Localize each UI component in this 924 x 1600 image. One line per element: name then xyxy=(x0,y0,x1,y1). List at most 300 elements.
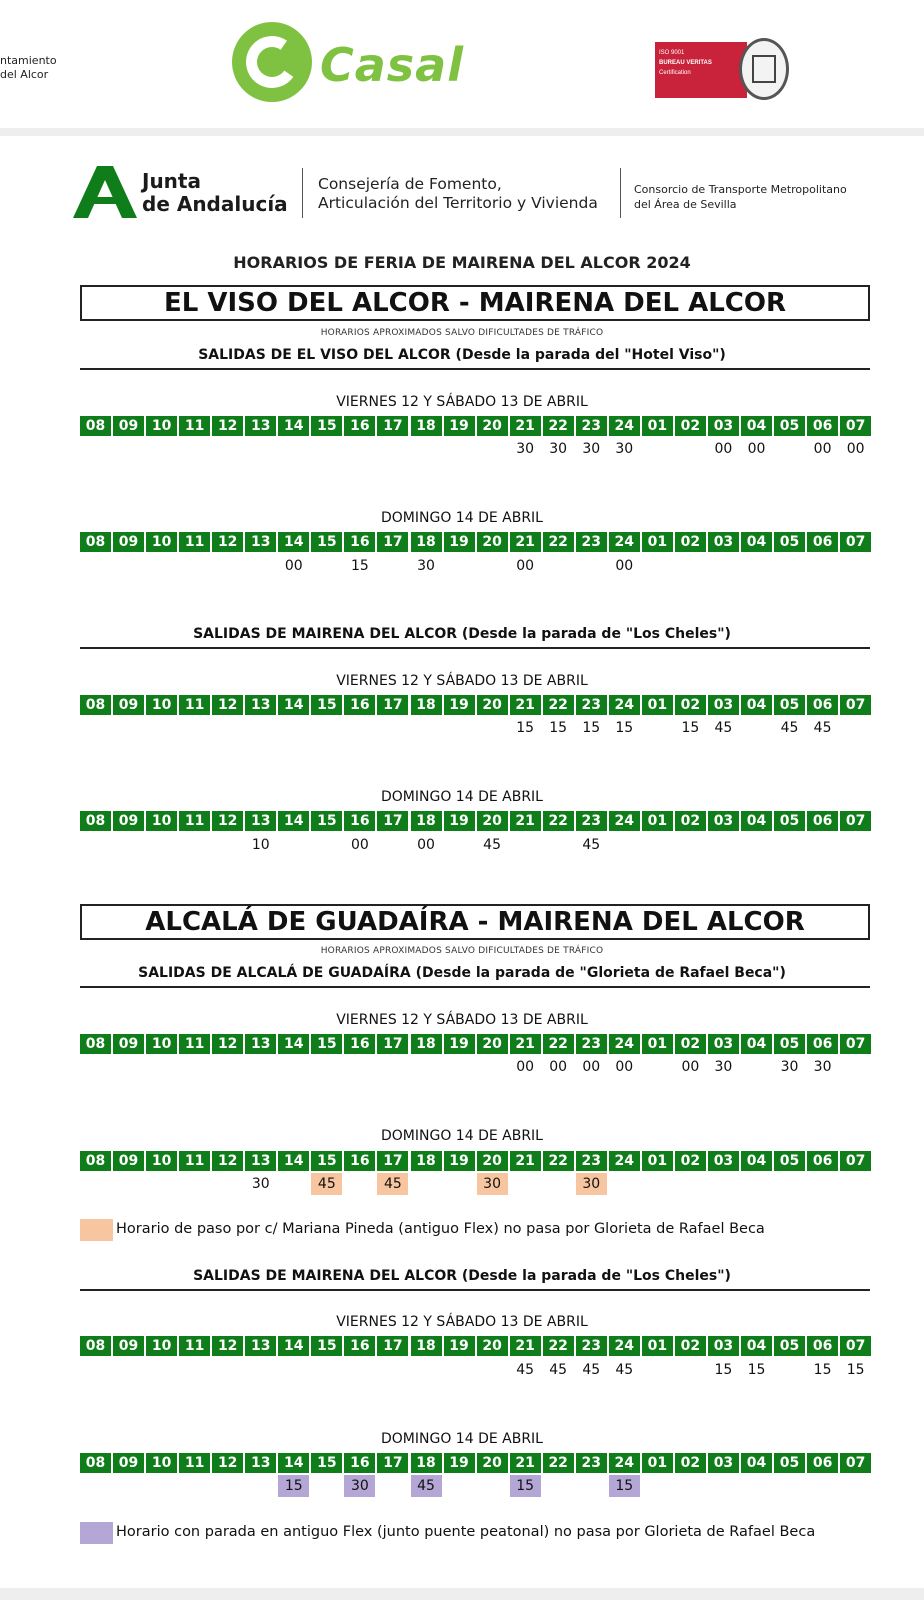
hour-cell: 09 xyxy=(113,695,144,715)
consorcio-line-1: Consorcio de Transporte Metropolitano xyxy=(634,183,847,196)
day-label: VIERNES 12 Y SÁBADO 13 DE ABRIL xyxy=(336,394,588,410)
hour-cell: 03 xyxy=(708,532,739,552)
departure-minutes-row xyxy=(80,1173,873,1197)
hour-cell: 11 xyxy=(179,695,210,715)
day-label: VIERNES 12 Y SÁBADO 13 DE ABRIL xyxy=(336,1012,588,1028)
bv-line-1: ISO 9001 xyxy=(659,50,685,56)
junta-andalucia-logo-icon xyxy=(73,166,137,218)
hour-cell: 04 xyxy=(741,1336,772,1356)
hour-cell: 14 xyxy=(278,1336,309,1356)
hour-cell: 16 xyxy=(344,416,375,436)
hour-cell: 03 xyxy=(708,1453,739,1473)
legend-text: Horario de paso por c/ Mariana Pineda (antiguo Flex) no pasa por Glorieta de Rafael Beca xyxy=(116,1221,765,1237)
hour-cell: 21 xyxy=(510,416,541,436)
departures-heading: SALIDAS DE ALCALÁ DE GUADAÍRA (Desde la parada de "Glorieta de Rafael Beca") xyxy=(138,965,786,981)
bureau-veritas-seal-icon xyxy=(739,38,789,100)
hour-cell: 12 xyxy=(212,1336,243,1356)
hour-cell: 10 xyxy=(146,1453,177,1473)
consejeria-name xyxy=(318,175,598,213)
hour-cell: 01 xyxy=(642,695,673,715)
hour-cell: 10 xyxy=(146,1034,177,1054)
hour-cell: 04 xyxy=(741,1151,772,1171)
casal-logo-text: Casal xyxy=(320,38,464,92)
day-label: VIERNES 12 Y SÁBADO 13 DE ABRIL xyxy=(336,673,588,689)
hour-cell: 04 xyxy=(741,1453,772,1473)
hour-cell: 22 xyxy=(543,1034,574,1054)
day-label: DOMINGO 14 DE ABRIL xyxy=(381,1128,543,1144)
hour-cell: 08 xyxy=(80,416,111,436)
hour-cell: 22 xyxy=(543,1151,574,1171)
hour-cell: 08 xyxy=(80,1336,111,1356)
departure-minute: 15 xyxy=(609,1475,640,1497)
departure-minute: 30 xyxy=(549,441,568,457)
hour-cell: 24 xyxy=(609,811,640,831)
hour-cell: 09 xyxy=(113,1151,144,1171)
departure-minute: 15 xyxy=(714,1362,733,1378)
day-label: DOMINGO 14 DE ABRIL xyxy=(381,789,543,805)
hour-cell: 21 xyxy=(510,811,541,831)
hour-cell: 12 xyxy=(212,1151,243,1171)
departure-minute: 15 xyxy=(582,720,601,736)
hour-cell: 18 xyxy=(411,695,442,715)
hour-row xyxy=(80,1034,873,1054)
hour-cell: 24 xyxy=(609,1336,640,1356)
departure-minute: 00 xyxy=(582,1059,601,1075)
hour-cell: 10 xyxy=(146,695,177,715)
hour-cell: 04 xyxy=(741,532,772,552)
hour-cell: 19 xyxy=(444,695,475,715)
departure-minute: 30 xyxy=(251,1176,270,1192)
hour-cell: 18 xyxy=(411,532,442,552)
hour-cell: 14 xyxy=(278,695,309,715)
hour-cell: 24 xyxy=(609,1453,640,1473)
hour-cell: 06 xyxy=(807,1453,838,1473)
hour-cell: 04 xyxy=(741,416,772,436)
hour-cell: 12 xyxy=(212,416,243,436)
hour-cell: 04 xyxy=(741,695,772,715)
footer-band xyxy=(0,1588,924,1600)
hour-cell: 22 xyxy=(543,1453,574,1473)
hour-cell: 22 xyxy=(543,532,574,552)
hour-cell: 01 xyxy=(642,811,673,831)
departure-minute: 00 xyxy=(350,837,369,853)
hour-cell: 18 xyxy=(411,1336,442,1356)
hour-row xyxy=(80,1336,873,1356)
departure-minute: 15 xyxy=(747,1362,766,1378)
consejeria-line-2: Articulación del Territorio y Vivienda xyxy=(318,194,598,212)
hour-row xyxy=(80,1151,873,1171)
departure-minute: 00 xyxy=(846,441,865,457)
junta-andalucia-name xyxy=(142,170,288,216)
hour-cell: 08 xyxy=(80,1453,111,1473)
hour-cell: 13 xyxy=(245,1034,276,1054)
hour-cell: 01 xyxy=(642,1034,673,1054)
header-separator xyxy=(0,128,924,136)
seal-shield-icon xyxy=(752,55,776,83)
hour-cell: 20 xyxy=(477,1151,508,1171)
departure-minutes-row xyxy=(80,555,873,579)
hour-cell: 20 xyxy=(477,532,508,552)
departure-minutes-row xyxy=(80,1056,873,1080)
departure-minute: 00 xyxy=(813,441,832,457)
hour-cell: 13 xyxy=(245,1336,276,1356)
hour-cell: 14 xyxy=(278,1151,309,1171)
section-rule xyxy=(80,986,870,988)
departure-minute: 00 xyxy=(417,837,435,853)
hour-cell: 07 xyxy=(840,416,871,436)
hour-cell: 07 xyxy=(840,1151,871,1171)
day-label: DOMINGO 14 DE ABRIL xyxy=(381,1431,543,1447)
hour-cell: 09 xyxy=(113,1453,144,1473)
hour-cell: 16 xyxy=(344,532,375,552)
hour-cell: 02 xyxy=(675,811,706,831)
hour-cell: 11 xyxy=(179,1453,210,1473)
hour-cell: 01 xyxy=(642,1453,673,1473)
hour-cell: 22 xyxy=(543,695,574,715)
departure-minute: 30 xyxy=(576,1173,607,1195)
hour-cell: 12 xyxy=(212,1453,243,1473)
hour-cell: 07 xyxy=(840,695,871,715)
hour-cell: 06 xyxy=(807,1034,838,1054)
hour-cell: 20 xyxy=(477,811,508,831)
hour-cell: 13 xyxy=(245,1453,276,1473)
bv-line-2: BUREAU VERITAS xyxy=(659,60,712,66)
hour-cell: 16 xyxy=(344,1034,375,1054)
departure-minute: 30 xyxy=(582,441,601,457)
hour-cell: 20 xyxy=(477,1034,508,1054)
hour-cell: 14 xyxy=(278,416,309,436)
hour-cell: 01 xyxy=(642,1336,673,1356)
hour-cell: 10 xyxy=(146,1151,177,1171)
departure-minute: 00 xyxy=(615,558,634,574)
hour-cell: 04 xyxy=(741,811,772,831)
hour-cell: 23 xyxy=(576,1034,607,1054)
hour-cell: 18 xyxy=(411,811,442,831)
departure-minute: 45 xyxy=(714,720,733,736)
hour-cell: 07 xyxy=(840,1453,871,1473)
hour-cell: 22 xyxy=(543,811,574,831)
hour-cell: 06 xyxy=(807,811,838,831)
departure-minute: 00 xyxy=(747,441,766,457)
departure-minute: 15 xyxy=(813,1362,832,1378)
hour-cell: 01 xyxy=(642,1151,673,1171)
hour-cell: 08 xyxy=(80,695,111,715)
hour-cell: 21 xyxy=(510,532,541,552)
hour-cell: 08 xyxy=(80,532,111,552)
hour-cell: 05 xyxy=(774,416,805,436)
hour-cell: 03 xyxy=(708,416,739,436)
hour-cell: 07 xyxy=(840,532,871,552)
departure-minute: 45 xyxy=(311,1173,342,1195)
hour-cell: 17 xyxy=(377,1151,408,1171)
hour-cell: 17 xyxy=(377,1034,408,1054)
hour-cell: 23 xyxy=(576,416,607,436)
hour-cell: 22 xyxy=(543,1336,574,1356)
hour-cell: 13 xyxy=(245,532,276,552)
hour-cell: 09 xyxy=(113,532,144,552)
hour-cell: 17 xyxy=(377,1453,408,1473)
hour-cell: 16 xyxy=(344,1336,375,1356)
hour-cell: 12 xyxy=(212,695,243,715)
departure-minutes-row xyxy=(80,717,873,741)
departure-minutes-row xyxy=(80,438,873,462)
bureau-veritas-badge xyxy=(655,42,747,98)
hour-cell: 17 xyxy=(377,532,408,552)
section-rule xyxy=(80,368,870,370)
hour-cell: 23 xyxy=(576,532,607,552)
hour-cell: 20 xyxy=(477,1453,508,1473)
hour-cell: 10 xyxy=(146,1336,177,1356)
hour-cell: 02 xyxy=(675,1453,706,1473)
hour-cell: 03 xyxy=(708,1034,739,1054)
departure-minute: 10 xyxy=(251,837,270,853)
header-divider xyxy=(302,168,303,218)
day-label: DOMINGO 14 DE ABRIL xyxy=(381,510,543,526)
hour-cell: 15 xyxy=(311,532,342,552)
consorcio-line-2: del Área de Sevilla xyxy=(634,198,737,211)
departure-minute: 00 xyxy=(549,1059,568,1075)
hour-cell: 23 xyxy=(576,1336,607,1356)
hour-cell: 17 xyxy=(377,416,408,436)
hour-cell: 15 xyxy=(311,1034,342,1054)
departure-minute: 15 xyxy=(510,1475,541,1497)
hour-cell: 18 xyxy=(411,1151,442,1171)
departure-minute: 15 xyxy=(516,720,535,736)
hour-cell: 03 xyxy=(708,1151,739,1171)
departure-minutes-row xyxy=(80,1475,873,1499)
hour-cell: 14 xyxy=(278,811,309,831)
departure-minute: 00 xyxy=(284,558,303,574)
departure-minute: 15 xyxy=(350,558,369,574)
hour-cell: 19 xyxy=(444,1336,475,1356)
hour-cell: 18 xyxy=(411,416,442,436)
departure-minutes-row xyxy=(80,834,873,858)
route-title: EL VISO DEL ALCOR - MAIRENA DEL ALCOR xyxy=(80,285,870,321)
departures-heading: SALIDAS DE MAIRENA DEL ALCOR (Desde la parada de "Los Cheles") xyxy=(193,626,731,642)
hour-cell: 13 xyxy=(245,1151,276,1171)
ayuntamiento-line-1: ntamiento xyxy=(0,54,57,67)
hour-cell: 05 xyxy=(774,695,805,715)
hour-cell: 23 xyxy=(576,1151,607,1171)
hour-cell: 05 xyxy=(774,811,805,831)
hour-cell: 03 xyxy=(708,1336,739,1356)
hour-cell: 15 xyxy=(311,1151,342,1171)
hour-cell: 19 xyxy=(444,1151,475,1171)
section-rule xyxy=(80,1289,870,1291)
hour-cell: 24 xyxy=(609,416,640,436)
hour-cell: 17 xyxy=(377,1336,408,1356)
hour-cell: 02 xyxy=(675,1034,706,1054)
traffic-disclaimer: HORARIOS APROXIMADOS SALVO DIFICULTADES DE TRÁFICO xyxy=(320,328,604,338)
hour-cell: 24 xyxy=(609,695,640,715)
hour-cell: 06 xyxy=(807,532,838,552)
hour-cell: 19 xyxy=(444,532,475,552)
departures-heading: SALIDAS DE MAIRENA DEL ALCOR (Desde la parada de "Los Cheles") xyxy=(193,1268,731,1284)
hour-cell: 08 xyxy=(80,1151,111,1171)
hour-cell: 07 xyxy=(840,811,871,831)
hour-cell: 02 xyxy=(675,1151,706,1171)
hour-cell: 23 xyxy=(576,1453,607,1473)
departure-minute: 30 xyxy=(615,441,634,457)
hour-cell: 09 xyxy=(113,1336,144,1356)
hour-cell: 24 xyxy=(609,532,640,552)
hour-cell: 06 xyxy=(807,1336,838,1356)
departure-minute: 30 xyxy=(516,441,535,457)
departure-minute: 15 xyxy=(846,1362,865,1378)
hour-cell: 02 xyxy=(675,695,706,715)
hour-row xyxy=(80,811,873,831)
section-rule xyxy=(80,647,870,649)
hour-cell: 21 xyxy=(510,1336,541,1356)
departure-minute: 30 xyxy=(813,1059,832,1075)
hour-row xyxy=(80,416,873,436)
header-divider xyxy=(620,168,621,218)
hour-cell: 15 xyxy=(311,416,342,436)
hour-cell: 13 xyxy=(245,811,276,831)
hour-cell: 06 xyxy=(807,1151,838,1171)
hour-cell: 06 xyxy=(807,416,838,436)
hour-cell: 23 xyxy=(576,695,607,715)
hour-cell: 10 xyxy=(146,532,177,552)
hour-cell: 05 xyxy=(774,532,805,552)
hour-cell: 16 xyxy=(344,811,375,831)
hour-cell: 12 xyxy=(212,1034,243,1054)
hour-cell: 18 xyxy=(411,1453,442,1473)
hour-cell: 01 xyxy=(642,532,673,552)
hour-cell: 12 xyxy=(212,811,243,831)
departure-minute: 45 xyxy=(549,1362,568,1378)
departure-minute: 45 xyxy=(483,837,501,853)
hour-cell: 19 xyxy=(444,1453,475,1473)
legend-swatch-orange xyxy=(80,1219,113,1241)
hour-cell: 18 xyxy=(411,1034,442,1054)
hour-cell: 15 xyxy=(311,811,342,831)
hour-cell: 01 xyxy=(642,416,673,436)
departures-heading: SALIDAS DE EL VISO DEL ALCOR (Desde la parada del "Hotel Viso") xyxy=(198,347,726,363)
hour-cell: 11 xyxy=(179,1151,210,1171)
legend-swatch-purple xyxy=(80,1522,113,1544)
hour-cell: 05 xyxy=(774,1151,805,1171)
hour-cell: 05 xyxy=(774,1336,805,1356)
departure-minute: 45 xyxy=(377,1173,408,1195)
hour-cell: 02 xyxy=(675,532,706,552)
departure-minute: 15 xyxy=(549,720,568,736)
ayuntamiento-line-2: del Alcor xyxy=(0,68,49,81)
ayuntamiento-logo-text xyxy=(0,54,57,82)
departure-minute: 30 xyxy=(780,1059,799,1075)
departure-minute: 15 xyxy=(615,720,634,736)
hour-cell: 16 xyxy=(344,1151,375,1171)
hour-cell: 11 xyxy=(179,811,210,831)
hour-cell: 20 xyxy=(477,1336,508,1356)
departure-minute: 45 xyxy=(813,720,832,736)
hour-cell: 15 xyxy=(311,1336,342,1356)
hour-cell: 24 xyxy=(609,1034,640,1054)
hour-cell: 19 xyxy=(444,811,475,831)
departure-minute: 30 xyxy=(417,558,435,574)
departure-minute: 30 xyxy=(714,1059,733,1075)
hour-cell: 11 xyxy=(179,532,210,552)
departure-minute: 45 xyxy=(582,837,601,853)
hour-cell: 07 xyxy=(840,1336,871,1356)
hour-cell: 09 xyxy=(113,811,144,831)
hour-cell: 17 xyxy=(377,695,408,715)
hour-cell: 21 xyxy=(510,1034,541,1054)
hour-row xyxy=(80,1453,873,1473)
hour-cell: 08 xyxy=(80,811,111,831)
hour-cell: 15 xyxy=(311,695,342,715)
hour-cell: 21 xyxy=(510,695,541,715)
hour-cell: 10 xyxy=(146,811,177,831)
page-title: HORARIOS DE FERIA DE MAIRENA DEL ALCOR 2024 xyxy=(233,253,691,272)
hour-cell: 13 xyxy=(245,695,276,715)
departure-minute: 00 xyxy=(714,441,733,457)
hour-cell: 15 xyxy=(311,1453,342,1473)
hour-cell: 04 xyxy=(741,1034,772,1054)
hour-cell: 07 xyxy=(840,1034,871,1054)
hour-row xyxy=(80,695,873,715)
hour-cell: 02 xyxy=(675,416,706,436)
departure-minute: 45 xyxy=(582,1362,601,1378)
departure-minute: 45 xyxy=(615,1362,634,1378)
consejeria-line-1: Consejería de Fomento, xyxy=(318,175,502,193)
departure-minute: 00 xyxy=(615,1059,634,1075)
departure-minute: 15 xyxy=(278,1475,309,1497)
departure-minute: 30 xyxy=(344,1475,375,1497)
hour-cell: 05 xyxy=(774,1034,805,1054)
hour-cell: 05 xyxy=(774,1453,805,1473)
departure-minute: 45 xyxy=(411,1475,442,1497)
hour-cell: 10 xyxy=(146,416,177,436)
hour-cell: 19 xyxy=(444,1034,475,1054)
hour-cell: 14 xyxy=(278,532,309,552)
hour-cell: 24 xyxy=(609,1151,640,1171)
route-title: ALCALÁ DE GUADAÍRA - MAIRENA DEL ALCOR xyxy=(80,904,870,940)
traffic-disclaimer: HORARIOS APROXIMADOS SALVO DIFICULTADES DE TRÁFICO xyxy=(320,946,604,956)
departure-minutes-row xyxy=(80,1359,873,1383)
departure-minute: 45 xyxy=(780,720,799,736)
hour-cell: 21 xyxy=(510,1151,541,1171)
hour-cell: 16 xyxy=(344,695,375,715)
hour-cell: 19 xyxy=(444,416,475,436)
departure-minute: 15 xyxy=(681,720,700,736)
consorcio-name xyxy=(634,182,847,212)
hour-cell: 06 xyxy=(807,695,838,715)
junta-line-2: de Andalucía xyxy=(142,192,288,216)
hour-row xyxy=(80,532,873,552)
legend-text: Horario con parada en antiguo Flex (junto puente peatonal) no pasa por Glorieta de Rafael Beca xyxy=(116,1524,816,1540)
day-label: VIERNES 12 Y SÁBADO 13 DE ABRIL xyxy=(336,1314,588,1330)
hour-cell: 23 xyxy=(576,811,607,831)
hour-cell: 13 xyxy=(245,416,276,436)
hour-cell: 03 xyxy=(708,811,739,831)
hour-cell: 20 xyxy=(477,695,508,715)
bureau-veritas-logo xyxy=(655,38,789,100)
hour-cell: 09 xyxy=(113,416,144,436)
hour-cell: 09 xyxy=(113,1034,144,1054)
hour-cell: 11 xyxy=(179,1336,210,1356)
departure-minute: 00 xyxy=(681,1059,700,1075)
hour-cell: 08 xyxy=(80,1034,111,1054)
departure-minute: 00 xyxy=(516,558,535,574)
departure-minute: 45 xyxy=(516,1362,535,1378)
departure-minute: 00 xyxy=(516,1059,535,1075)
bv-line-3: Certification xyxy=(659,70,691,76)
hour-cell: 11 xyxy=(179,416,210,436)
departure-minute: 30 xyxy=(477,1173,508,1195)
hour-cell: 03 xyxy=(708,695,739,715)
hour-cell: 16 xyxy=(344,1453,375,1473)
